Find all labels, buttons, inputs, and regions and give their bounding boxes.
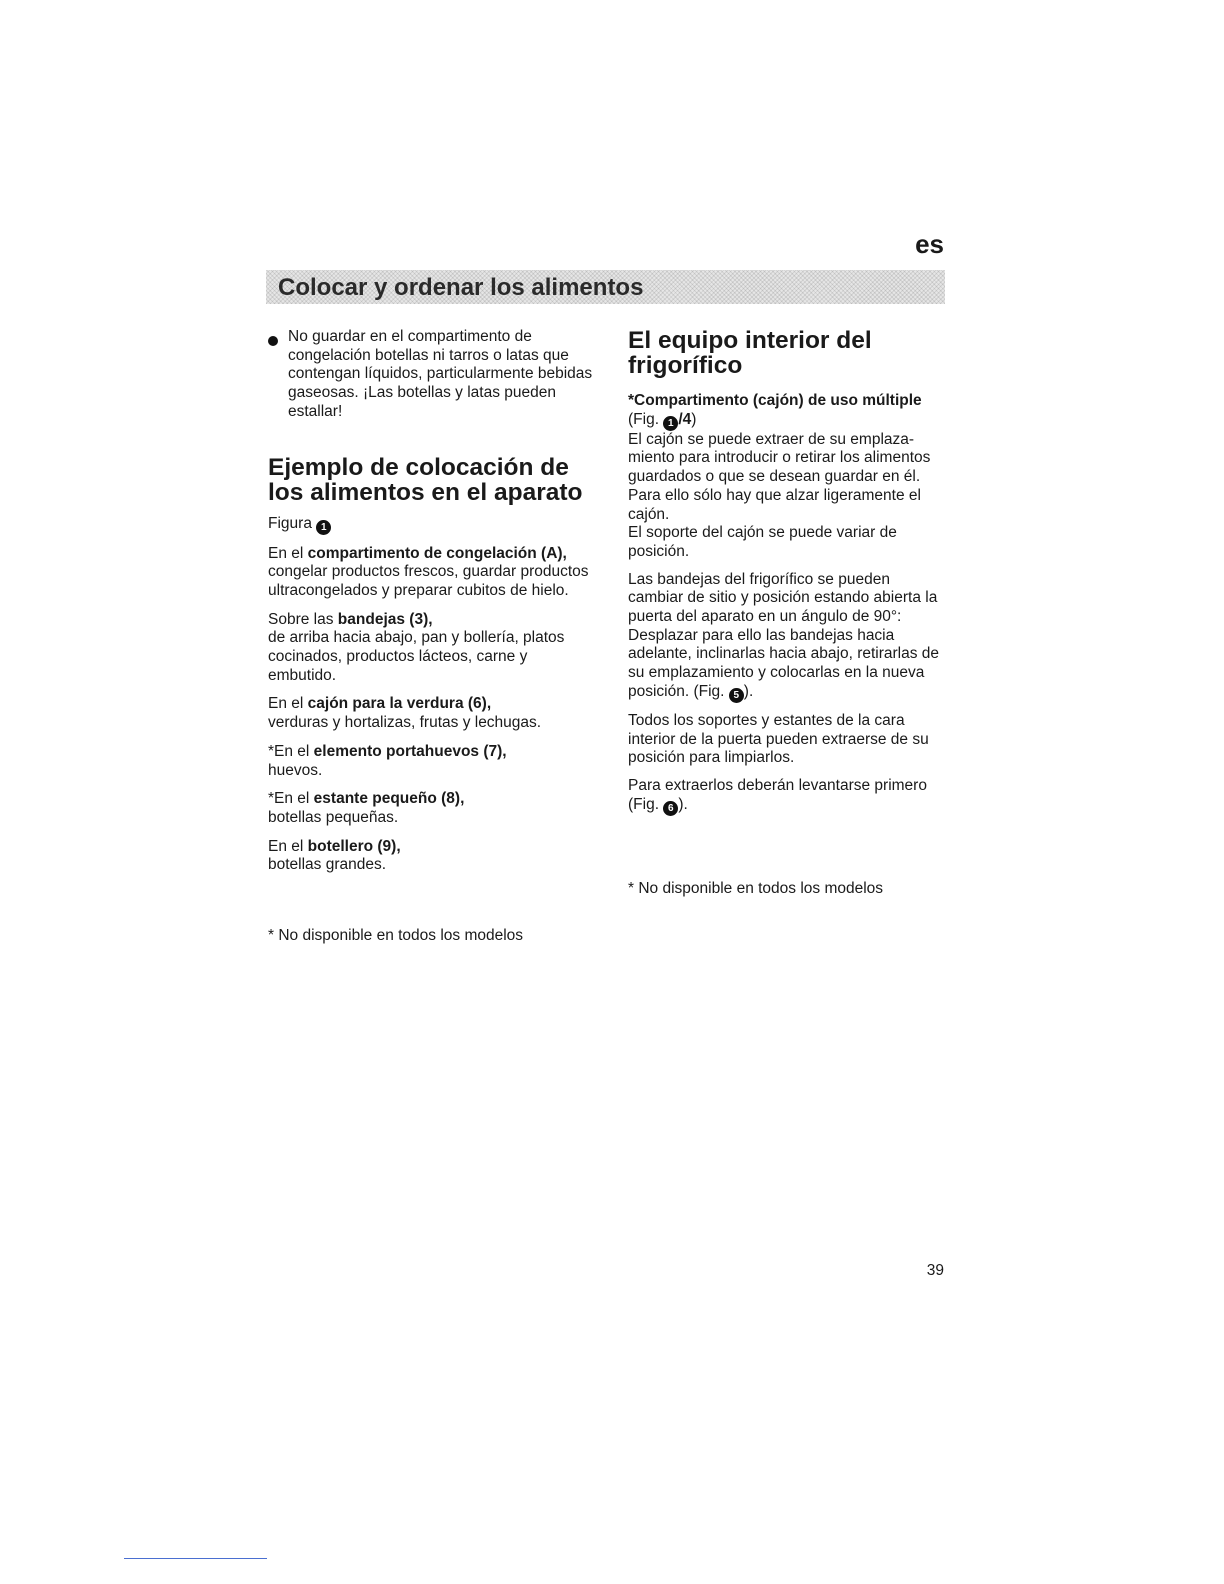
placement-item-title bbox=[268, 695, 598, 714]
fig-open: (Fig. bbox=[628, 410, 664, 428]
figure-number-badge: 6 bbox=[663, 801, 678, 816]
item-contents: botellas grandes. bbox=[268, 856, 387, 874]
figure-number-badge: 1 bbox=[316, 520, 331, 535]
item-location: cajón para la verdura (6), bbox=[307, 695, 492, 713]
section-header-band bbox=[266, 270, 945, 304]
item-prefix: En el bbox=[268, 544, 308, 562]
item-location: elemento portahuevos (7), bbox=[313, 742, 507, 760]
item-location: estante pequeño (8), bbox=[313, 790, 465, 808]
placement-item-vegetable-drawer bbox=[268, 695, 598, 732]
fig-close: ) bbox=[691, 410, 697, 428]
multipurpose-drawer-title: *Compartimento (cajón) de uso múltiple bbox=[628, 392, 922, 409]
item-prefix: En el bbox=[268, 837, 308, 855]
item-contents: de arriba hacia abajo, pan y bollería, platos cocinados, productos lácteos, carne y embutido. bbox=[268, 629, 565, 684]
placement-item-shelves bbox=[268, 611, 598, 686]
placement-example-heading: Ejemplo de colocación de los alimentos en el aparato bbox=[268, 453, 583, 506]
footnote-left: * No disponible en todos los modelos bbox=[268, 927, 524, 944]
warning-text: No guardar en el compartimento de congelación botellas ni tarros o latas que contengan líquidos, particularmente bebidas gaseosas. ¡Las botellas y latas pueden estallar! bbox=[288, 328, 593, 420]
figure-reference bbox=[268, 515, 598, 535]
placement-item-bottle-rack bbox=[268, 838, 598, 875]
drawer-removal-text: El cajón se puede extraer de su emplaza-miento para introducir o retirar los alimentos guardados o que se desean guardar en él. Para ello sólo hay que alzar ligeramente el cajón. bbox=[628, 430, 931, 523]
item-contents: verduras y hortalizas, frutas y lechugas. bbox=[268, 714, 542, 732]
shelves-paragraph bbox=[628, 571, 948, 703]
item-location: bandejas (3), bbox=[337, 610, 433, 628]
bullet-icon bbox=[268, 336, 278, 346]
item-prefix: *En el bbox=[268, 742, 314, 760]
placement-item-freezer bbox=[268, 545, 598, 601]
placement-item-egg-tray bbox=[268, 743, 598, 780]
item-contents: botellas pequeñas. bbox=[268, 808, 399, 826]
shelves-close: ). bbox=[743, 682, 754, 700]
footnote-right: * No disponible en todos los modelos bbox=[628, 880, 884, 897]
item-prefix: Sobre las bbox=[268, 610, 338, 628]
section-title: Colocar y ordenar los alimentos bbox=[278, 274, 644, 301]
warning-bullet bbox=[268, 328, 598, 422]
placement-item-title bbox=[268, 545, 598, 564]
item-prefix: *En el bbox=[268, 790, 314, 808]
item-location: compartimento de congelación (A), bbox=[307, 544, 567, 562]
drawer-support-text: El soporte del cajón se puede variar de posición. bbox=[628, 524, 897, 560]
left-column bbox=[268, 322, 598, 875]
multipurpose-drawer-heading bbox=[628, 392, 948, 411]
removal-paragraph bbox=[628, 777, 948, 816]
fig-suffix: /4 bbox=[678, 410, 692, 428]
door-supports-text: Todos los soportes y estantes de la cara interior de la puerta pueden extraerse de su posición para limpiarlos. bbox=[628, 711, 929, 767]
language-label: es bbox=[915, 229, 944, 259]
item-location: botellero (9), bbox=[307, 837, 401, 855]
figure-number-badge: 1 bbox=[663, 416, 678, 431]
item-contents: huevos. bbox=[268, 761, 323, 779]
footer-link-line bbox=[124, 1558, 267, 1559]
right-column bbox=[628, 322, 948, 816]
shelves-text: Las bandejas del frigorífico se pueden cambiar de sitio y posición estando abierta la puerta del aparato en un ángulo de 90°: Desplazar para ello las bandejas hacia adelante, inclinarlas hacia abajo, retirarlas de su emplazamiento y colocarlas en la nueva posición. (Fig. bbox=[628, 570, 940, 700]
placement-item-title bbox=[268, 743, 598, 762]
placement-item-title bbox=[268, 611, 598, 630]
figure-number-badge: 5 bbox=[729, 688, 744, 703]
item-prefix: En el bbox=[268, 695, 308, 713]
placement-item-title bbox=[268, 790, 598, 809]
page-number: 39 bbox=[926, 1262, 944, 1279]
interior-equipment-heading: El equipo interior del frigorífico bbox=[628, 327, 872, 379]
placement-item-small-shelf bbox=[268, 790, 598, 827]
placement-item-title bbox=[268, 838, 598, 857]
removal-text: Para extraerlos deberán levantarse primero (Fig. bbox=[628, 776, 927, 813]
multipurpose-drawer-figure-ref bbox=[628, 411, 948, 431]
item-contents: congelar productos frescos, guardar productos ultracongelados y preparar cubitos de hielo. bbox=[268, 563, 589, 599]
removal-close: ). bbox=[678, 795, 688, 813]
figure-label: Figura bbox=[268, 514, 312, 532]
